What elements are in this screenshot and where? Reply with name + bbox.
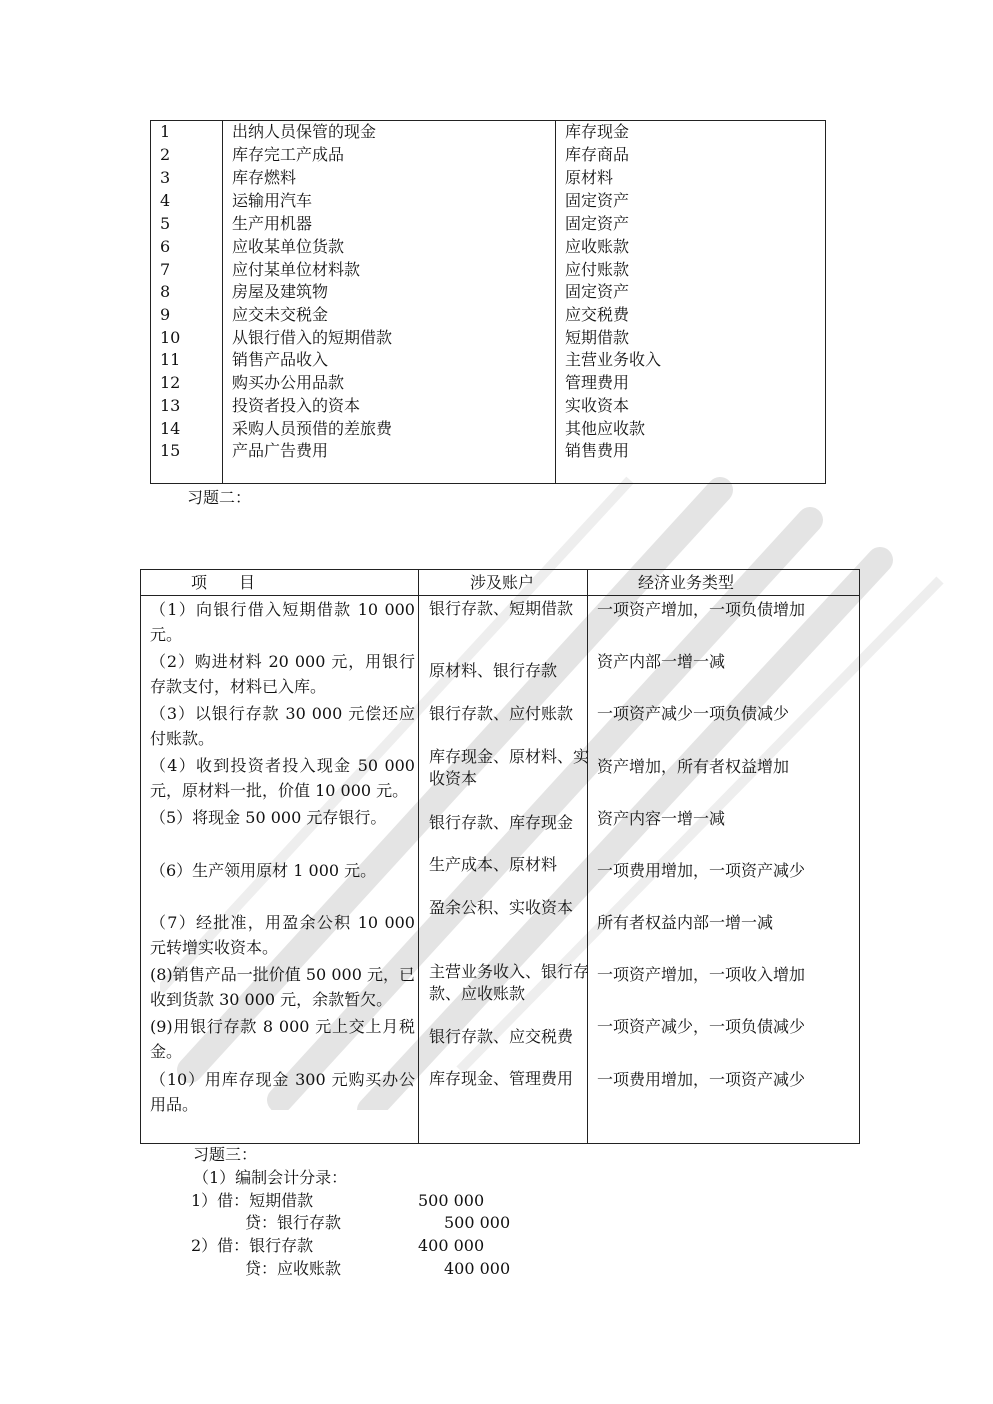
row-type: 资产内容一增一减: [597, 809, 726, 828]
row-number: 6: [160, 237, 171, 256]
row-account: 短期借款: [565, 328, 630, 347]
table-row: [151, 167, 825, 190]
row-account: 应收账款: [565, 237, 630, 256]
row-item: （7）经批准，用盈余公积 10 000 元转增实收资本。: [150, 913, 415, 957]
table-row: [151, 418, 825, 441]
row-number: 15: [160, 441, 181, 460]
table-row: [151, 440, 825, 463]
exercise-3-heading: 习题三：: [193, 1145, 258, 1164]
row-item: 库存完工产成品: [232, 145, 345, 164]
section-subtitle: （1）编制会计分录：: [193, 1168, 348, 1187]
row-account: 其他应收款: [565, 419, 646, 438]
credit-amount: 500 000: [444, 1213, 511, 1232]
row-accounts: 盈余公积、实收资本: [429, 898, 574, 917]
table-row: [151, 259, 825, 282]
row-accounts: 银行存款、短期借款: [429, 599, 574, 618]
row-item: 投资者投入的资本: [232, 396, 361, 415]
row-accounts: 库存现金、原材料、实收资本: [429, 747, 590, 788]
row-item: 从银行借入的短期借款: [232, 328, 393, 347]
row-item: （6）生产领用原材 1 000 元。: [150, 861, 377, 880]
row-accounts: 生产成本、原材料: [429, 855, 558, 874]
row-accounts: 银行存款、库存现金: [429, 813, 574, 832]
row-accounts: 原材料、银行存款: [429, 661, 558, 680]
table-row: [151, 121, 825, 144]
row-account: 库存现金: [565, 122, 630, 141]
row-account: 库存商品: [565, 145, 630, 164]
row-type: 一项资产减少一项负债减少: [597, 704, 790, 723]
column-divider: [418, 570, 419, 1143]
row-type: 所有者权益内部一增一减: [597, 913, 774, 932]
row-account: 固定资产: [565, 191, 630, 210]
row-number: 4: [160, 191, 171, 210]
row-number: 12: [160, 373, 181, 392]
row-item: (8)销售产品一批价值 50 000 元，已收到货款 30 000 元，余款暂欠。: [150, 965, 415, 1009]
row-item: 销售产品收入: [232, 350, 329, 369]
row-item: 产品广告费用: [232, 441, 329, 460]
table-row: [151, 372, 825, 395]
row-item: 生产用机器: [232, 214, 313, 233]
row-number: 13: [160, 396, 181, 415]
row-item: （3）以银行存款 30 000 元偿还应付账款。: [150, 704, 415, 748]
row-item: 应付某单位材料款: [232, 260, 361, 279]
row-number: 9: [160, 305, 171, 324]
row-accounts: 银行存款、应付账款: [429, 704, 574, 723]
row-item: 应交未交税金: [232, 305, 329, 324]
row-account: 实收资本: [565, 396, 630, 415]
row-type: 资产增加，所有者权益增加: [597, 757, 790, 776]
credit-label: 贷：应收账款: [245, 1259, 342, 1278]
row-number: 1: [160, 122, 171, 141]
row-number: 5: [160, 214, 171, 233]
row-account: 应付账款: [565, 260, 630, 279]
row-account: 主营业务收入: [565, 350, 662, 369]
row-number: 14: [160, 419, 181, 438]
row-account: 销售费用: [565, 441, 630, 460]
row-type: 一项费用增加，一项资产减少: [597, 861, 806, 880]
row-item: 应收某单位货款: [232, 237, 345, 256]
row-type: 一项费用增加，一项资产减少: [597, 1070, 806, 1089]
row-type: 资产内部一增一减: [597, 652, 726, 671]
credit-amount: 400 000: [444, 1259, 511, 1278]
debit-amount: 400 000: [418, 1236, 485, 1255]
row-item: (9)用银行存款 8 000 元上交上月税金。: [150, 1017, 415, 1061]
header-divider: [141, 595, 859, 596]
row-number: 2: [160, 145, 171, 164]
table-row: [151, 281, 825, 304]
debit-label: 2）借：银行存款: [191, 1236, 314, 1255]
account-classification-table: [150, 120, 826, 484]
row-account: 固定资产: [565, 282, 630, 301]
exercise-2-heading: 习题二：: [187, 488, 252, 507]
row-item: 房屋及建筑物: [232, 282, 329, 301]
header-type: 经济业务类型: [638, 573, 735, 592]
row-item: （10）用库存现金 300 元购买办公用品。: [150, 1070, 415, 1114]
debit-amount: 500 000: [418, 1191, 485, 1210]
table-row: [151, 349, 825, 372]
table-row: [151, 304, 825, 327]
row-type: 一项资产增加，一项收入增加: [597, 965, 806, 984]
table-row: [151, 213, 825, 236]
row-item: 库存燃料: [232, 168, 297, 187]
table-row: [151, 236, 825, 259]
row-accounts: 主营业务收入、银行存款、应收账款: [429, 962, 590, 1003]
row-item: （1）向银行借入短期借款 10 000 元。: [150, 600, 415, 644]
row-account: 应交税费: [565, 305, 630, 324]
debit-label: 1）借：短期借款: [191, 1191, 314, 1210]
credit-label: 贷：银行存款: [245, 1213, 342, 1232]
table-row: [151, 327, 825, 350]
row-item: 购买办公用品款: [232, 373, 345, 392]
row-item: 出纳人员保管的现金: [232, 122, 377, 141]
row-account: 原材料: [565, 168, 614, 187]
transaction-analysis-table: [140, 569, 860, 1144]
row-account: 固定资产: [565, 214, 630, 233]
row-number: 8: [160, 282, 171, 301]
table-row: [151, 144, 825, 167]
row-number: 3: [160, 168, 171, 187]
row-accounts: 银行存款、应交税费: [429, 1027, 574, 1046]
row-item: 运输用汽车: [232, 191, 313, 210]
table-row: [151, 395, 825, 418]
row-number: 7: [160, 260, 171, 279]
row-type: 一项资产增加，一项负债增加: [597, 600, 806, 619]
row-number: 11: [160, 350, 181, 369]
row-type: 一项资产减少，一项负债减少: [597, 1017, 806, 1036]
row-item: 采购人员预借的差旅费: [232, 419, 393, 438]
header-item: 项 目: [191, 573, 256, 592]
row-number: 10: [160, 328, 181, 347]
row-item: （5）将现金 50 000 元存银行。: [150, 808, 387, 827]
row-item: （4）收到投资者投入现金 50 000 元，原材料一批，价值 10 000 元。: [150, 756, 415, 800]
table-row: [151, 190, 825, 213]
row-account: 管理费用: [565, 373, 630, 392]
row-accounts: 库存现金、管理费用: [429, 1069, 574, 1088]
header-accounts: 涉及账户: [470, 573, 535, 592]
row-item: （2）购进材料 20 000 元，用银行存款支付，材料已入库。: [150, 652, 415, 696]
